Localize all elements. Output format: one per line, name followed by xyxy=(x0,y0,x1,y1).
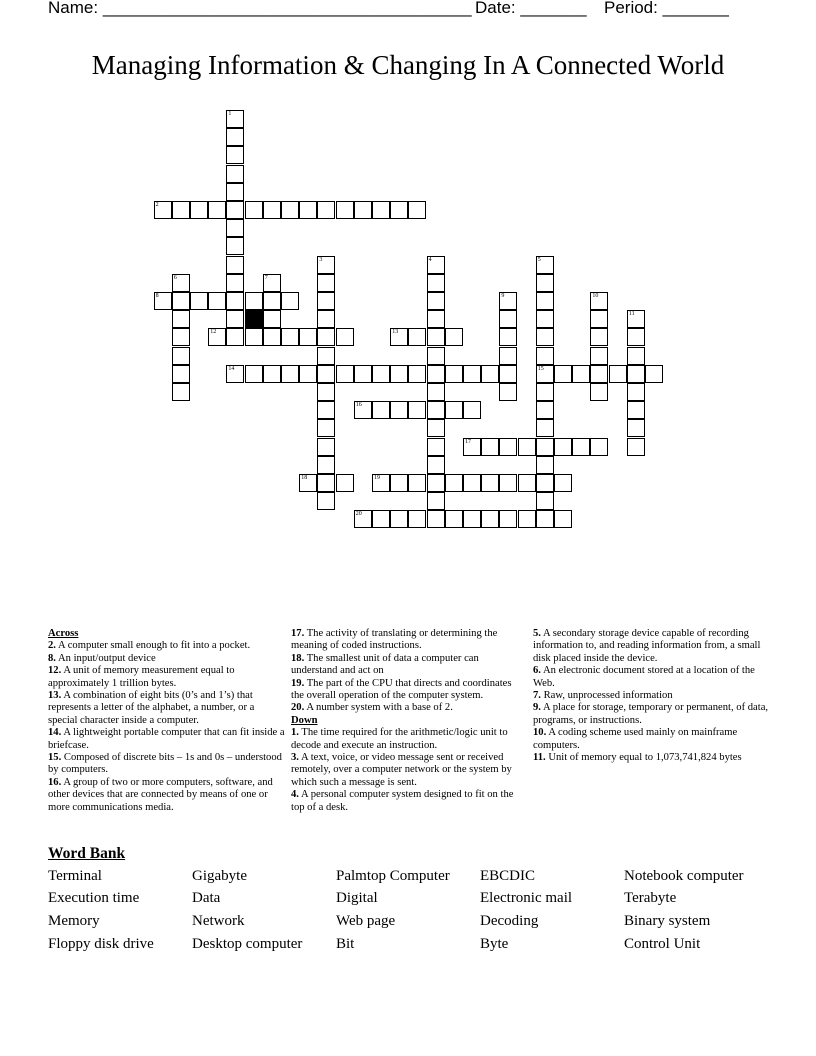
grid-cell[interactable] xyxy=(354,201,372,219)
grid-cell[interactable] xyxy=(427,419,445,437)
grid-cell[interactable] xyxy=(536,419,554,437)
grid-cell[interactable] xyxy=(317,310,335,328)
clue: 3. A text, voice, or video message sent or received remotely, over a computer network or the system by which such a message is sent. xyxy=(291,752,512,788)
grid-cell[interactable] xyxy=(427,401,445,419)
grid-cell[interactable] xyxy=(536,474,554,492)
clue-number: 15 xyxy=(537,365,544,372)
grid-cell[interactable] xyxy=(499,383,517,401)
clue-number: 16. xyxy=(48,776,62,788)
clue: 12. A unit of memory measurement equal to approximately 1 trillion bytes. xyxy=(48,665,235,689)
grid-cell[interactable] xyxy=(590,292,608,310)
grid-cell[interactable] xyxy=(427,456,445,474)
grid-cell[interactable] xyxy=(226,310,244,328)
grid-cell[interactable] xyxy=(390,474,408,492)
grid-cell[interactable] xyxy=(263,274,281,292)
page-title: Managing Information & Changing In A Connected World xyxy=(91,50,725,80)
grid-cell[interactable] xyxy=(481,438,499,456)
grid-cell[interactable] xyxy=(317,492,335,510)
grid-cell[interactable] xyxy=(427,328,445,346)
grid-cell[interactable] xyxy=(263,201,281,219)
clue: 6. An electronic document stored at a location of the Web. xyxy=(533,665,755,689)
clue-number: 13 xyxy=(392,329,399,336)
clue: 16. A group of two or more computers, software, and other devices that are connected by means of one or more communications media. xyxy=(48,776,273,813)
grid-cell[interactable] xyxy=(172,365,190,383)
grid-cell[interactable] xyxy=(536,328,554,346)
word-bank-item: Palmtop Computer xyxy=(336,868,450,884)
grid-cell[interactable] xyxy=(627,310,645,328)
word-bank-item: Digital xyxy=(336,890,378,906)
grid-cell[interactable] xyxy=(226,292,244,310)
grid-cell[interactable] xyxy=(408,474,426,492)
grid-cell[interactable] xyxy=(445,510,463,528)
grid-cell[interactable] xyxy=(390,328,408,346)
grid-cell[interactable] xyxy=(263,310,281,328)
word-bank-item: Control Unit xyxy=(624,936,701,952)
grid-cell[interactable] xyxy=(317,274,335,292)
grid-cell[interactable] xyxy=(518,510,536,528)
clue: 18. The smallest unit of data a computer can understand and act on xyxy=(291,652,479,677)
grid-cell[interactable] xyxy=(226,110,244,128)
grid-cell[interactable] xyxy=(354,401,372,419)
grid-cell[interactable] xyxy=(590,347,608,365)
grid-cell[interactable] xyxy=(427,274,445,292)
clue-number: 3 xyxy=(319,256,323,263)
grid-cell[interactable] xyxy=(281,328,299,346)
grid-cell[interactable] xyxy=(281,292,299,310)
grid-cell[interactable] xyxy=(317,292,335,310)
grid-cell[interactable] xyxy=(263,328,281,346)
grid-cell[interactable] xyxy=(245,292,263,310)
grid-cell[interactable] xyxy=(554,365,572,383)
grid-cell[interactable] xyxy=(627,419,645,437)
clue-number: 1. xyxy=(291,727,299,739)
grid-cell[interactable] xyxy=(536,274,554,292)
grid-cell[interactable] xyxy=(317,419,335,437)
grid-cell[interactable] xyxy=(226,365,244,383)
grid-cell[interactable] xyxy=(317,201,335,219)
grid-cell[interactable] xyxy=(317,474,335,492)
clue-number: 19 xyxy=(374,475,380,481)
grid-cell[interactable] xyxy=(172,310,190,328)
date-label: Date: xyxy=(475,0,516,17)
grid-cell[interactable] xyxy=(172,201,190,219)
clue-number: 2 xyxy=(155,202,159,208)
grid-cell[interactable] xyxy=(172,292,190,310)
grid-cell[interactable] xyxy=(463,365,481,383)
grid-cell[interactable] xyxy=(208,201,226,219)
clue-number: 7 xyxy=(264,274,268,281)
grid-cell[interactable] xyxy=(190,201,208,219)
grid-cell[interactable] xyxy=(245,328,263,346)
grid-cell[interactable] xyxy=(336,365,354,383)
grid-cell[interactable] xyxy=(281,201,299,219)
grid-cell[interactable] xyxy=(245,365,263,383)
grid-cell[interactable] xyxy=(372,401,390,419)
word-bank-item: Network xyxy=(192,913,245,929)
clue-number: 9 xyxy=(501,293,505,299)
grid-cell[interactable] xyxy=(172,328,190,346)
word-bank-item: Web page xyxy=(336,913,396,929)
clue-number: 20. xyxy=(291,702,305,714)
grid-cell[interactable] xyxy=(536,383,554,401)
grid-cell[interactable] xyxy=(427,492,445,510)
grid-cell[interactable] xyxy=(408,510,426,528)
grid-cell[interactable] xyxy=(627,328,645,346)
grid-cell[interactable] xyxy=(226,256,244,274)
clue-number: 4 xyxy=(428,256,432,263)
grid-cell[interactable] xyxy=(317,328,335,346)
grid-cell[interactable] xyxy=(390,510,408,528)
grid-cell[interactable] xyxy=(172,347,190,365)
grid-cell[interactable] xyxy=(372,474,390,492)
grid-cell[interactable] xyxy=(317,456,335,474)
grid-cell[interactable] xyxy=(245,201,263,219)
grid-cell[interactable] xyxy=(427,310,445,328)
clue-number: 10. xyxy=(533,727,547,739)
grid-cell[interactable] xyxy=(336,201,354,219)
grid-cell[interactable] xyxy=(481,365,499,383)
name-line[interactable]: _______________________________________ xyxy=(102,0,472,17)
grid-cell[interactable] xyxy=(627,347,645,365)
grid-cell[interactable] xyxy=(299,328,317,346)
clue-number: 1 xyxy=(228,111,232,117)
grid-cell[interactable] xyxy=(518,474,536,492)
clue-number: 4. xyxy=(291,789,299,801)
grid-cell[interactable] xyxy=(372,510,390,528)
clue: 2. A computer small enough to fit into a pocket. xyxy=(48,640,251,652)
grid-cell[interactable] xyxy=(481,510,499,528)
grid-cell[interactable] xyxy=(554,510,572,528)
grid-cell[interactable] xyxy=(554,474,572,492)
clue-number: 8 xyxy=(155,293,159,299)
grid-cell[interactable] xyxy=(390,201,408,219)
grid-cell[interactable] xyxy=(154,292,172,310)
grid-cell[interactable] xyxy=(354,365,372,383)
clue-number: 18 xyxy=(301,475,308,481)
grid-cell[interactable] xyxy=(463,474,481,492)
clue-number: 8. xyxy=(48,652,56,664)
grid-cell[interactable] xyxy=(408,201,426,219)
clue-number: 11. xyxy=(533,752,546,764)
clue-number: 17. xyxy=(291,628,305,639)
grid-cell[interactable] xyxy=(427,256,445,274)
clue-number: 11 xyxy=(628,311,635,318)
grid-cell[interactable] xyxy=(536,292,554,310)
clue-number: 14. xyxy=(48,727,62,739)
clue: 8. An input/output device xyxy=(48,652,156,664)
grid-cell[interactable] xyxy=(354,510,372,528)
clue: 7. Raw, unprocessed information xyxy=(533,690,673,702)
grid-cell[interactable] xyxy=(390,365,408,383)
word-bank-item: Floppy disk drive xyxy=(48,936,154,952)
grid-cell[interactable] xyxy=(226,201,244,219)
grid-cell[interactable] xyxy=(299,474,317,492)
grid-cell[interactable] xyxy=(208,292,226,310)
grid-cell[interactable] xyxy=(499,365,517,383)
grid-cell[interactable] xyxy=(317,383,335,401)
grid-cell[interactable] xyxy=(317,347,335,365)
grid-cell[interactable] xyxy=(499,292,517,310)
grid-cell[interactable] xyxy=(263,365,281,383)
clue-number: 5 xyxy=(537,256,541,263)
grid-cell[interactable] xyxy=(463,438,481,456)
clue-number: 18. xyxy=(291,652,305,664)
word-bank-item: Data xyxy=(192,890,221,906)
name-field[interactable] xyxy=(48,0,472,18)
grid-cell[interactable] xyxy=(226,237,244,255)
grid-cell[interactable] xyxy=(499,328,517,346)
clue: 17. The activity of translating or determining the meaning of coded instructions. xyxy=(291,628,498,652)
grid-cell[interactable] xyxy=(536,365,554,383)
clue-column-2 xyxy=(291,628,527,814)
word-bank-item: Terminal xyxy=(48,868,102,884)
grid-cell[interactable] xyxy=(408,328,426,346)
grid-cell[interactable] xyxy=(336,474,354,492)
word-bank-item: Electronic mail xyxy=(480,890,573,906)
grid-cell[interactable] xyxy=(536,401,554,419)
clue-number: 6 xyxy=(173,274,177,281)
grid-cell[interactable] xyxy=(427,292,445,310)
word-bank-item: Execution time xyxy=(48,890,140,906)
grid-cell[interactable] xyxy=(518,438,536,456)
clue-number: 15. xyxy=(48,752,62,764)
word-bank-title: Word Bank xyxy=(48,845,126,862)
grid-cell[interactable] xyxy=(427,510,445,528)
grid-cell[interactable] xyxy=(226,219,244,237)
grid-cell[interactable] xyxy=(536,310,554,328)
clue: 4. A personal computer system designed to fit on the top of a desk. xyxy=(291,789,514,813)
grid-cell[interactable] xyxy=(390,401,408,419)
clue: 11. Unit of memory equal to 1,073,741,824 bytes xyxy=(533,752,742,764)
grid-cell[interactable] xyxy=(317,365,335,383)
grid-cell[interactable] xyxy=(427,474,445,492)
grid-cell[interactable] xyxy=(172,383,190,401)
clue-number: 10 xyxy=(592,293,599,299)
clue: 10. A coding scheme used mainly on mainframe computers. xyxy=(533,727,738,751)
word-bank-item: Decoding xyxy=(480,913,539,929)
clue: 13. A combination of eight bits (0’s and 1’s) that represents a letter of the alphabet, a number, or a special character inside a computer. xyxy=(48,690,255,726)
grid-cell[interactable] xyxy=(627,383,645,401)
grid-cell[interactable] xyxy=(226,183,244,201)
grid-cell[interactable] xyxy=(627,401,645,419)
clue-number: 12. xyxy=(48,665,62,677)
grid-cell[interactable] xyxy=(499,310,517,328)
clue-number: 19. xyxy=(291,677,305,689)
grid-cell[interactable] xyxy=(408,401,426,419)
grid-cell[interactable] xyxy=(499,347,517,365)
clue: 9. A place for storage, temporary or permanent, of data, programs, or instructions. xyxy=(533,702,769,726)
word-bank-item: Gigabyte xyxy=(192,868,247,884)
grid-cell[interactable] xyxy=(499,474,517,492)
clue-number: 13. xyxy=(48,690,62,702)
grid-cell[interactable] xyxy=(372,365,390,383)
clue-number: 7. xyxy=(533,690,541,702)
grid-cell[interactable] xyxy=(427,365,445,383)
clue-number: 16 xyxy=(355,402,362,409)
grid-cell[interactable] xyxy=(336,328,354,346)
grid-cell[interactable] xyxy=(317,438,335,456)
name-label: Name: xyxy=(48,0,99,17)
grid-cell[interactable] xyxy=(445,328,463,346)
grid-cell[interactable] xyxy=(427,347,445,365)
grid-cell[interactable] xyxy=(427,383,445,401)
grid-cell[interactable] xyxy=(208,328,226,346)
grid-cell[interactable] xyxy=(226,165,244,183)
word-bank-item: Byte xyxy=(480,936,509,952)
grid-cell[interactable] xyxy=(590,365,608,383)
clue-number: 20 xyxy=(355,511,362,518)
clue: 5. A secondary storage device capable of recording information to, and reading information from, a small disk placed inside the device. xyxy=(533,628,761,664)
clue-number: 12 xyxy=(210,329,217,336)
clue: 1. The time required for the arithmetic/logic unit to decode and execute an instruction. xyxy=(291,727,508,751)
grid-cell[interactable] xyxy=(536,456,554,474)
grid-cell[interactable] xyxy=(226,128,244,146)
grid-cell[interactable] xyxy=(445,365,463,383)
grid-cell[interactable] xyxy=(427,438,445,456)
clue: 19. The part of the CPU that directs and coordinates the overall operation of the computer system. xyxy=(291,677,512,702)
period-line[interactable]: _______ xyxy=(662,0,729,17)
word-bank-item: Binary system xyxy=(624,913,711,929)
grid-cell[interactable] xyxy=(590,310,608,328)
grid-cell[interactable] xyxy=(190,292,208,310)
grid-cell[interactable] xyxy=(554,438,572,456)
grid-cell[interactable] xyxy=(317,256,335,274)
clue-number: 3. xyxy=(291,752,299,764)
across-heading: Across xyxy=(48,628,79,639)
period-field[interactable] xyxy=(604,0,729,18)
grid-cell[interactable] xyxy=(536,510,554,528)
grid-cell[interactable] xyxy=(299,365,317,383)
black-cell xyxy=(245,310,263,328)
grid-cell[interactable] xyxy=(536,438,554,456)
grid-cell[interactable] xyxy=(536,492,554,510)
period-label: Period: xyxy=(604,0,658,17)
grid-cell[interactable] xyxy=(572,365,590,383)
grid-cell[interactable] xyxy=(590,438,608,456)
clue-column-3 xyxy=(533,628,769,764)
grid-cell[interactable] xyxy=(226,274,244,292)
clue: 14. A lightweight portable computer that can fit inside a briefcase. xyxy=(48,727,285,751)
word-bank-item: Terabyte xyxy=(624,890,677,906)
grid-cell[interactable] xyxy=(445,474,463,492)
date-field[interactable] xyxy=(475,0,587,18)
grid-cell[interactable] xyxy=(572,438,590,456)
grid-cell[interactable] xyxy=(463,401,481,419)
grid-cell[interactable] xyxy=(226,146,244,164)
word-bank-item: Notebook computer xyxy=(624,868,744,884)
grid-cell[interactable] xyxy=(408,365,426,383)
grid-cell[interactable] xyxy=(536,256,554,274)
clue-number: 9. xyxy=(533,702,541,714)
down-heading: Down xyxy=(291,714,318,726)
word-bank-item: EBCDIC xyxy=(480,868,536,884)
grid-cell[interactable] xyxy=(609,365,627,383)
grid-cell[interactable] xyxy=(536,347,554,365)
grid-cell[interactable] xyxy=(299,201,317,219)
clue-number: 6. xyxy=(533,665,541,677)
grid-cell[interactable] xyxy=(226,328,244,346)
grid-cell[interactable] xyxy=(463,510,481,528)
grid-cell[interactable] xyxy=(590,383,608,401)
grid-cell[interactable] xyxy=(499,438,517,456)
date-line[interactable]: _______ xyxy=(520,0,587,17)
clue-number: 2. xyxy=(48,640,56,652)
clue: 15. Composed of discrete bits – 1s and 0s – understood by computers. xyxy=(48,752,282,776)
clue-number: 14 xyxy=(228,365,235,372)
word-bank-item: Bit xyxy=(336,936,355,952)
grid-cell[interactable] xyxy=(627,365,645,383)
word-bank-item: Memory xyxy=(48,913,100,929)
grid-cell[interactable] xyxy=(317,401,335,419)
grid-cell[interactable] xyxy=(481,474,499,492)
word-bank-item: Desktop computer xyxy=(192,936,303,952)
clue: 20. A number system with a base of 2. xyxy=(291,702,453,714)
grid-cell[interactable] xyxy=(499,510,517,528)
grid-cell[interactable] xyxy=(154,201,172,219)
clue-number: 5. xyxy=(533,628,541,639)
clue-column-1 xyxy=(48,628,286,814)
grid-cell[interactable] xyxy=(281,365,299,383)
grid-cell[interactable] xyxy=(645,365,663,383)
grid-cell[interactable] xyxy=(172,274,190,292)
grid-cell[interactable] xyxy=(590,328,608,346)
grid-cell[interactable] xyxy=(627,438,645,456)
grid-cell[interactable] xyxy=(263,292,281,310)
grid-cell[interactable] xyxy=(445,401,463,419)
clue-number: 17 xyxy=(465,438,471,445)
grid-cell[interactable] xyxy=(372,201,390,219)
